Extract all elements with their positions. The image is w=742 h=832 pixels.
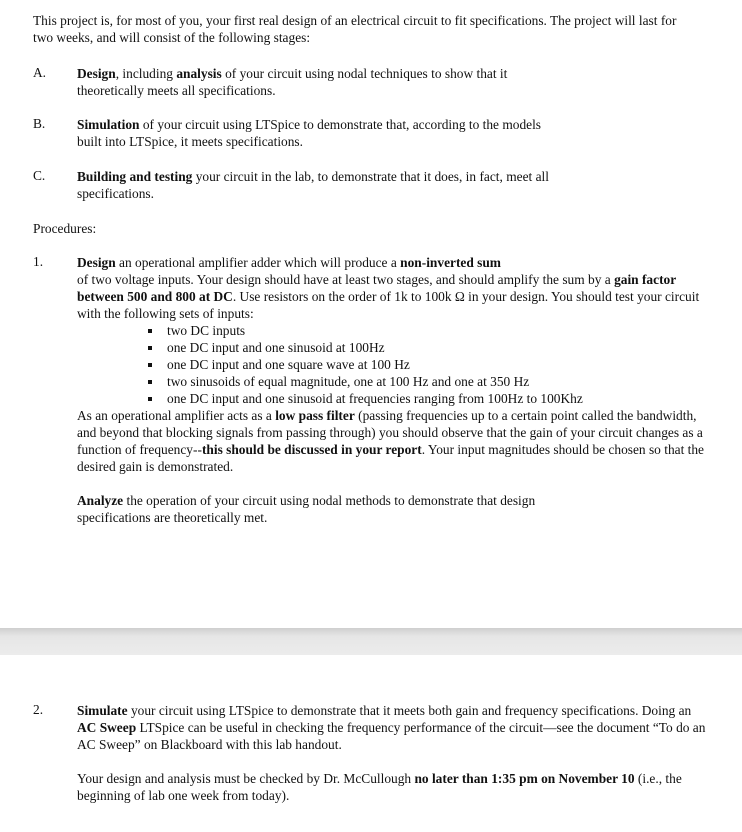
stage-c-marker: C. xyxy=(33,168,46,183)
step-2-paragraph: Simulate your circuit using LTSpice to demonstrate that it meets both gain and frequency specifications. Doing an AC Sweep LTSpice can be useful in checking the frequency performance of the circuit—see the document “To do an AC Sweep” on Blackboard with this lab handout. xyxy=(77,703,706,752)
list-item: two sinusoids of equal magnitude, one at 100 Hz and one at 350 Hz xyxy=(147,373,709,390)
list-item: one DC input and one sinusoid at 100Hz xyxy=(147,339,709,356)
stage-a-text: Design, including analysis of your circuit using nodal techniques to show that it theoretically meets all specifications. xyxy=(77,66,508,98)
input-sets-list xyxy=(147,322,709,407)
step-1-paragraph: Design an operational amplifier adder which will produce a non-inverted sum of two voltage inputs. Your design should have at least two stages, and should amplify the sum by a gain factor between 500 and 800 at DC. Use resistors on the order of 1k to 100k Ω in your design. You should test your circuit with the following sets of inputs: xyxy=(77,255,700,321)
stage-b-marker: B. xyxy=(33,116,46,131)
low-pass-paragraph: As an operational amplifier acts as a low pass filter (passing frequencies up to a certain point called the bandwidth, and beyond that blocking signals from passing through) you should observe that the gain of your circuit changes as a function of frequency--this should be discussed in your report. Your input magnitudes should be chosen so that the desired gain is demonstrated. xyxy=(77,408,705,474)
step-2-marker: 2. xyxy=(33,702,44,717)
list-item: one DC input and one sinusoid at frequencies ranging from 100Hz to 100Khz xyxy=(147,390,709,407)
step-2-body xyxy=(77,702,709,804)
page-break-gap xyxy=(0,628,742,655)
deadline-paragraph: Your design and analysis must be checked by Dr. McCullough no later than 1:35 pm on November 10 (i.e., the beginning of lab one week from today). xyxy=(77,771,682,803)
list-item: two DC inputs xyxy=(147,322,709,339)
analyze-paragraph: Analyze the operation of your circuit using nodal methods to demonstrate that design specifications are theoretically met. xyxy=(77,493,536,525)
step-1-marker: 1. xyxy=(33,254,44,269)
stage-b-text: Simulation of your circuit using LTSpice to demonstrate that, according to the models built into LTSpice, it meets specifications. xyxy=(77,117,542,149)
procedures-heading: Procedures: xyxy=(33,221,97,236)
step-1-body xyxy=(77,254,709,526)
stage-c-text: Building and testing your circuit in the lab, to demonstrate that it does, in fact, meet all specifications. xyxy=(77,169,549,201)
document-page-2 xyxy=(0,655,742,832)
stage-a-marker: A. xyxy=(33,65,47,80)
intro-paragraph: This project is, for most of you, your first real design of an electrical circuit to fit specifications. The project will last for two weeks, and will consist of the following stages: xyxy=(33,13,677,45)
list-item: one DC input and one square wave at 100 Hz xyxy=(147,356,709,373)
